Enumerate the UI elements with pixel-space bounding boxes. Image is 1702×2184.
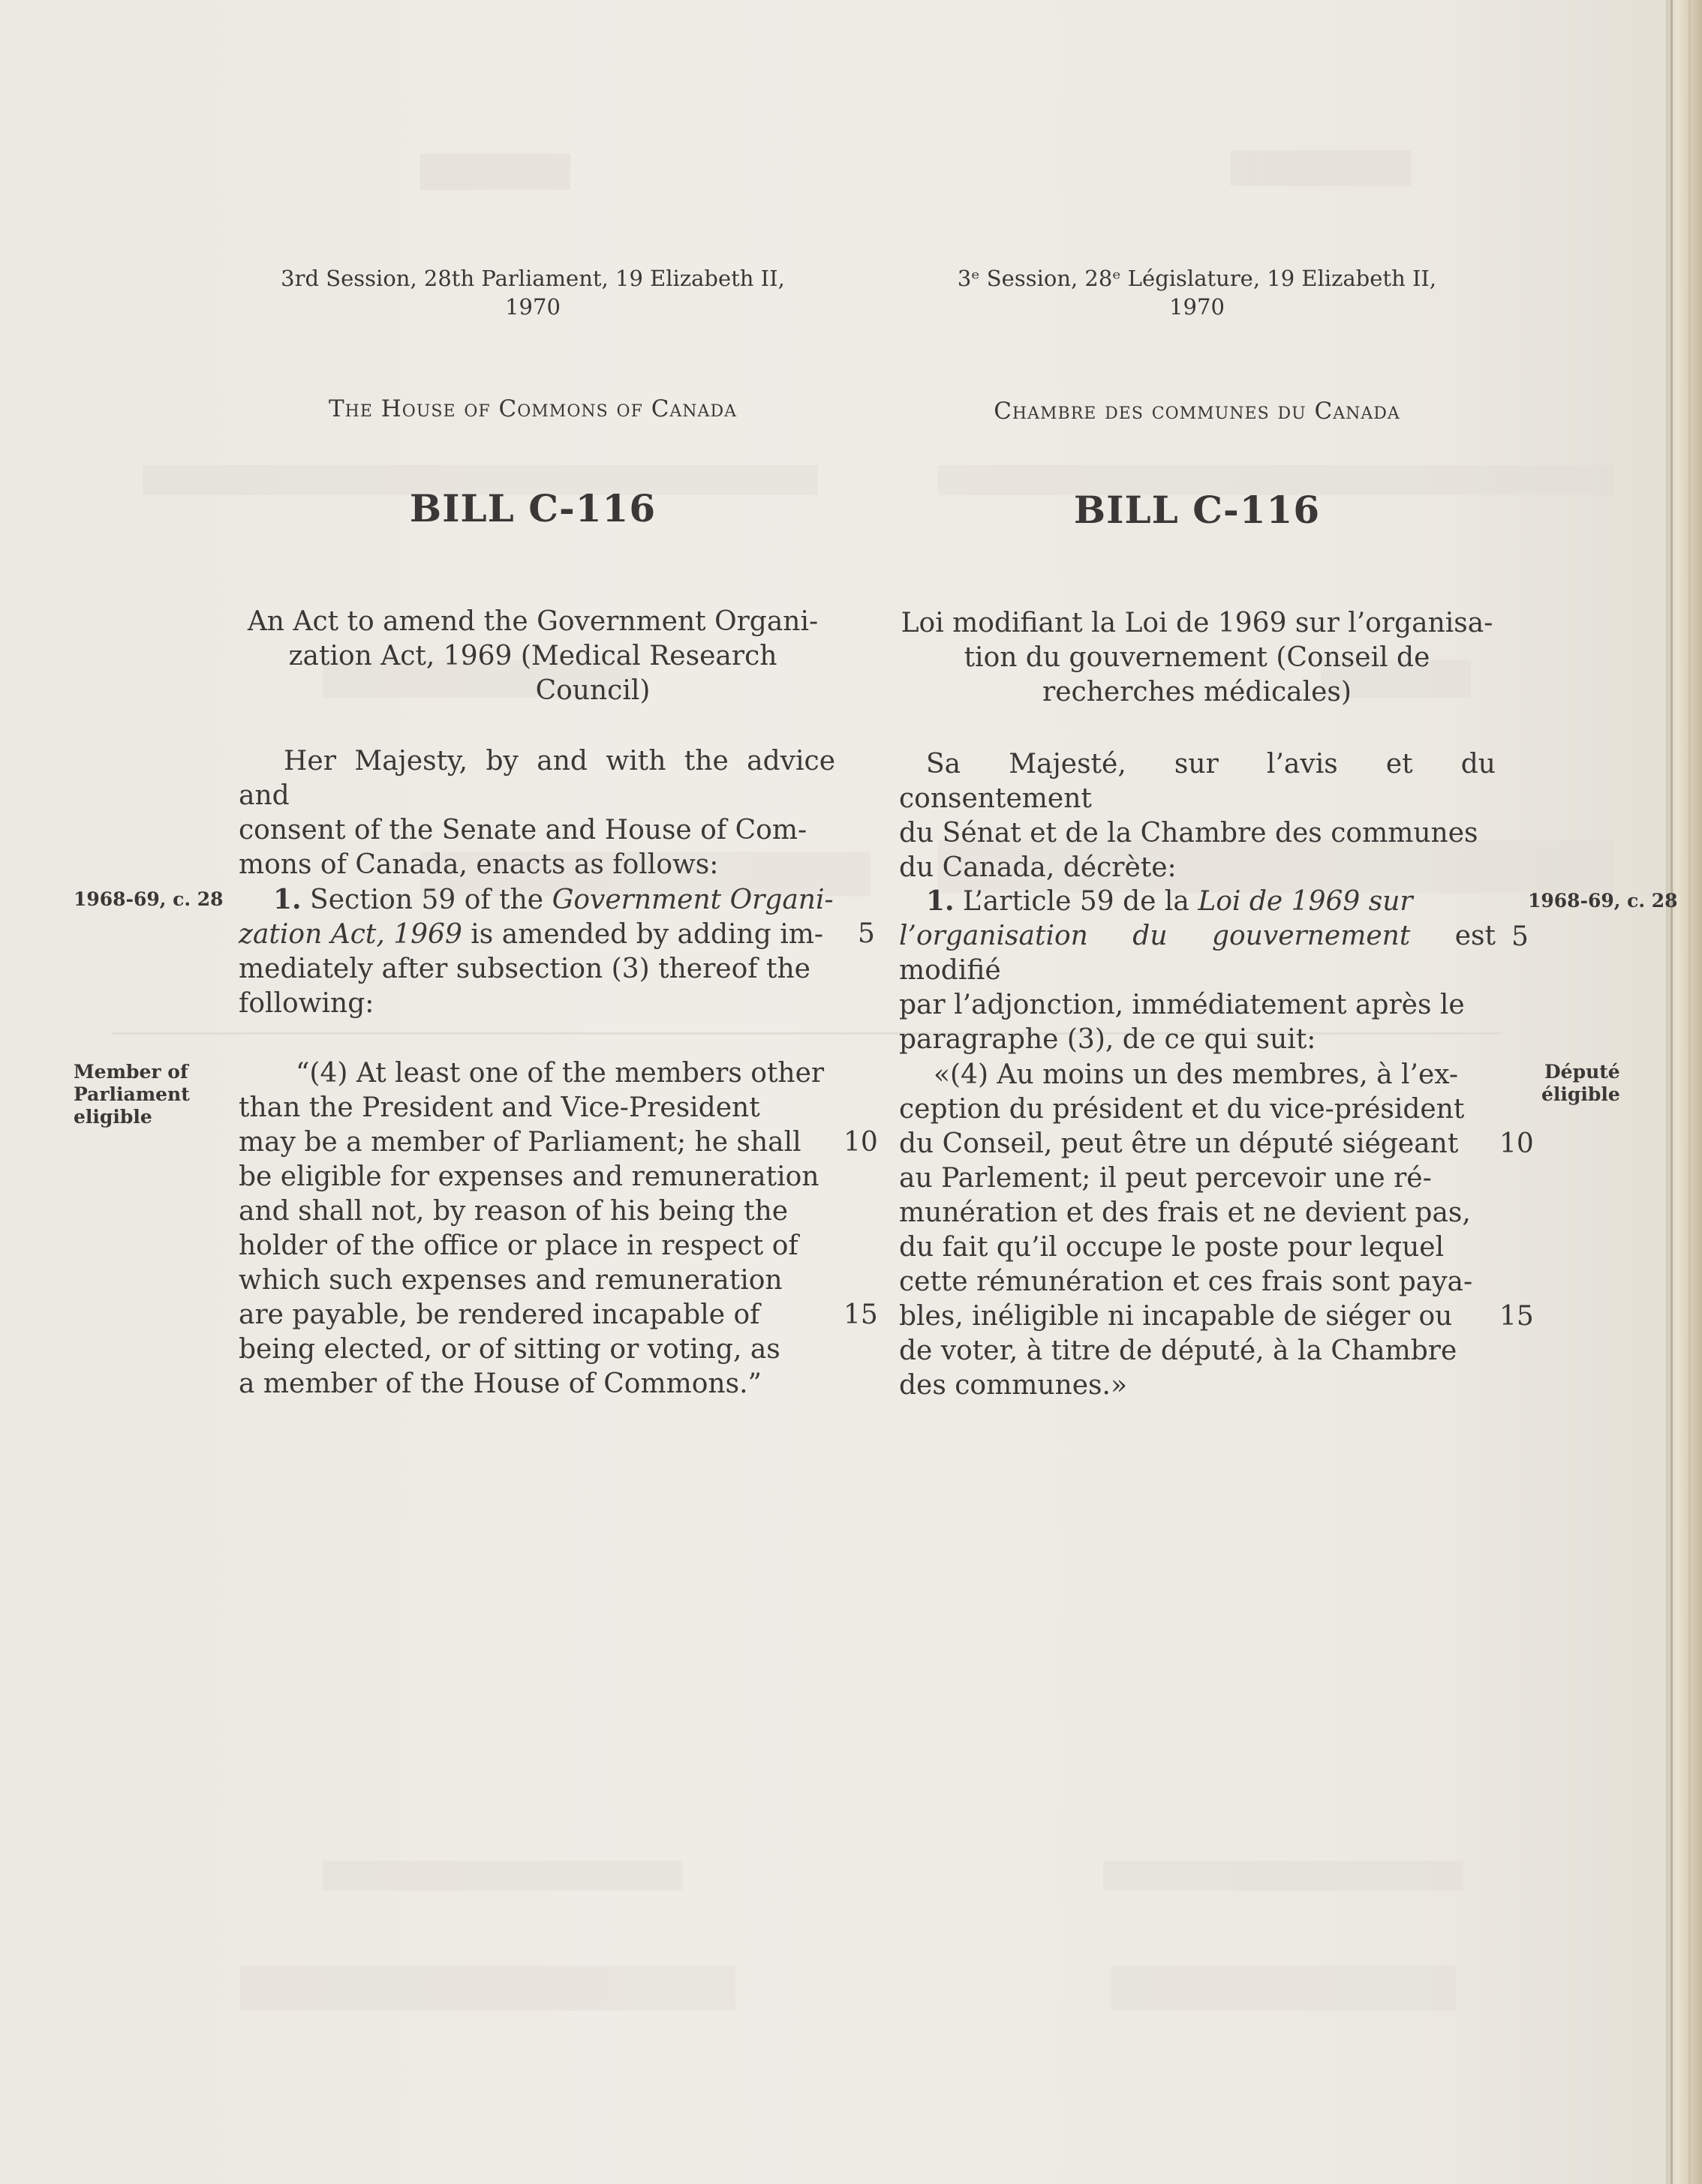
title-line: recherches médicales) [1042,677,1352,707]
act-name: Government Organi- [552,885,834,915]
margin-note-line: Parliament [74,1083,190,1105]
subsection-line: au Parlement; il peut percevoir une ré- [899,1163,1432,1194]
bill-title-fr [893,606,1501,710]
section-text: is amended by adding im- [471,919,824,950]
section-text: Section 59 of the [310,885,544,915]
spine-edge [1670,0,1673,2184]
margin-note-line: éligible [1541,1083,1620,1105]
session-text: 3rd Session, 28th Parliament, 19 Elizabeth II, [281,266,785,291]
subsection-line: des communes.» [899,1370,1127,1401]
bleed-through [240,1966,735,2011]
margin-note-citation-en: 1968-69, c. 28 [74,888,224,910]
subsection-4-fr [899,1058,1496,1403]
act-name: l’organisation du gouvernement [899,921,1411,951]
section-1-en [239,882,835,1021]
house-heading-fr: Chambre des communes du Canada [994,398,1400,425]
section-text: paragraphe (3), de ce qui suit: [899,1024,1316,1055]
subsection-line: may be a member of Parliament; he shall [239,1127,801,1158]
margin-note-citation-fr: 1968-69, c. 28 [1528,890,1678,912]
subsection-line: are payable, be rendered incapable of [239,1299,760,1330]
enacting-line: du Sénat et de la Chambre des communes [899,818,1478,849]
subsection-line: cette rémunération et ces frais sont paya- [899,1266,1473,1297]
subsection-line: than the President and Vice-President [239,1092,760,1123]
margin-note-depute-fr [1541,1061,1620,1106]
margin-note-line: Député [1544,1061,1620,1083]
spine-edge [1688,0,1691,2184]
subsection-line: and shall not, by reason of his being the [239,1196,789,1227]
line-number: 5 [858,918,875,949]
subsection-line: bles, inéligible ni incapable de siéger ou [899,1301,1453,1332]
subsection-4-en [239,1056,835,1401]
line-number: 5 [1511,921,1529,952]
session-year: 1970 [505,294,561,320]
session-line-en [248,264,818,321]
section-number: 1. [926,885,955,917]
subsection-line: du Conseil, peut être un député siégeant [899,1128,1459,1159]
session-year: 1970 [1169,294,1225,320]
section-number: 1. [273,884,302,915]
subsection-line: be eligible for expenses and remuneration [239,1161,819,1192]
enacting-clause-en [239,744,835,882]
session-line-fr [908,264,1486,321]
subsection-line: holder of the office or place in respect of [239,1230,798,1261]
subsection-line: du fait qu’il occupe le poste pour lequel [899,1232,1445,1263]
subsection-line: being elected, or of sitting or voting, as [239,1334,780,1365]
title-line: Council) [535,675,651,706]
act-name: zation Act, 1969 [239,919,462,950]
title-line: Loi modifiant la Loi de 1969 sur l’organisa- [901,608,1493,638]
bleed-through [1231,150,1411,186]
line-number: 15 [1499,1301,1534,1332]
bleed-through [1111,1966,1456,2011]
subsection-line: de voter, à titre de député, à la Chambre [899,1335,1457,1366]
subsection-line: ception du président et du vice-président [899,1094,1465,1125]
section-1-fr [899,884,1496,1057]
session-text: 3ᵉ Session, 28ᵉ Législature, 19 Elizabeth II, [957,266,1437,291]
section-text: par l’adjonction, immédiatement après le [899,990,1465,1020]
subsection-line: a member of the House of Commons.” [239,1368,762,1399]
subsection-line: “(4) At least one of the members other [296,1058,825,1089]
bleed-through [1103,1861,1463,1891]
act-name: Loi de 1969 sur [1198,886,1413,917]
subsection-line: which such expenses and remuneration [239,1265,783,1296]
enacting-line: du Canada, décrète: [899,852,1177,883]
margin-note-line: Member of [74,1061,188,1083]
house-heading-en: The House of Commons of Canada [329,395,737,422]
section-text: following: [239,988,374,1019]
title-line: An Act to amend the Government Organi- [247,606,819,637]
enacting-line: Her Majesty, by and with the advice and [239,746,835,811]
enacting-line: Sa Majesté, sur l’avis et du consentement [899,749,1496,814]
subsection-line: munération et des frais et ne devient pas, [899,1197,1471,1228]
section-text: L’article 59 de la [963,886,1189,917]
enacting-line: mons of Canada, enacts as follows: [239,849,719,880]
line-number: 10 [1499,1128,1534,1159]
margin-note-line: eligible [74,1106,152,1128]
enacting-clause-fr [899,747,1496,885]
bill-title-en [233,605,833,708]
bill-number-fr: BILL C-116 [1073,488,1321,532]
title-line: zation Act, 1969 (Medical Research [288,641,777,671]
title-line: tion du gouvernement (Conseil de [964,642,1430,673]
bill-number-en: BILL C-116 [409,486,657,530]
bleed-through [420,154,570,190]
line-number: 10 [843,1127,878,1158]
subsection-line: «(4) Au moins un des membres, à l’ex- [934,1059,1459,1090]
section-text: mediately after subsection (3) thereof the [239,954,810,984]
enacting-line: consent of the Senate and House of Com- [239,815,807,846]
bleed-through [323,1861,683,1891]
margin-note-member-en [74,1061,190,1128]
book-spine [1666,0,1702,2184]
section-text: est modifié [899,921,1496,986]
line-number: 15 [843,1299,878,1330]
